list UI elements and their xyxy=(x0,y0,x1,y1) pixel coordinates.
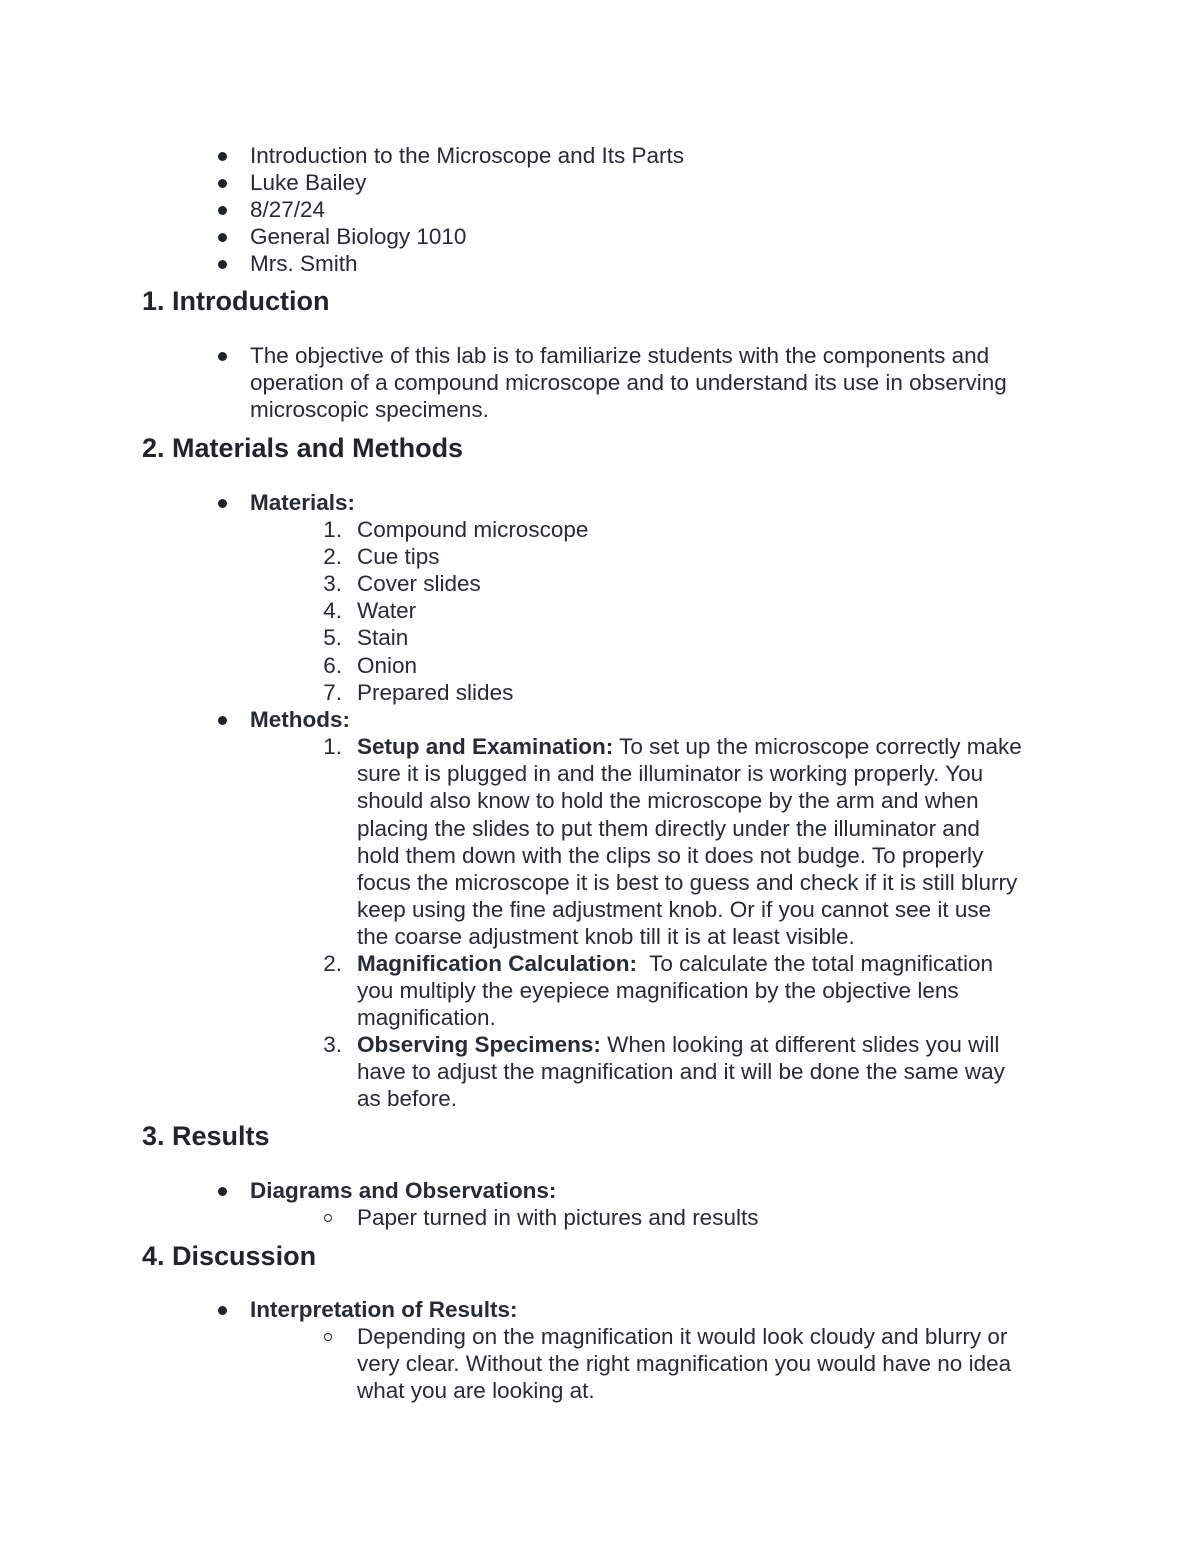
diagrams-label: Diagrams and Observations: xyxy=(250,1178,557,1203)
list-number: 1. xyxy=(323,734,342,759)
method-text: the coarse adjustment knob till it is at least visible. xyxy=(357,924,855,949)
bullet-icon xyxy=(218,352,227,361)
material-item: Compound microscope xyxy=(357,517,589,542)
method-text: as before. xyxy=(357,1086,458,1111)
method-text: hold them down with the clips so it does not budge. To properly xyxy=(357,843,984,868)
heading-results: 3. Results xyxy=(142,1121,270,1151)
method-line xyxy=(357,733,1022,760)
bullet-icon xyxy=(218,179,227,188)
method-title: Magnification Calculation: xyxy=(357,951,638,976)
method-text: you multiply the eyepiece magnification by the objective lens xyxy=(357,978,959,1003)
paragraph-line: operation of a compound microscope and to understand its use in observing xyxy=(250,370,1007,395)
method-text: When looking at different slides you will xyxy=(600,1032,1000,1057)
method-line xyxy=(357,1031,999,1058)
report-date: 8/27/24 xyxy=(250,197,326,222)
list-number: 2. xyxy=(323,951,342,976)
list-number: 1. xyxy=(323,517,342,542)
bullet-icon xyxy=(218,1187,227,1196)
bullet-icon xyxy=(218,1306,227,1315)
bullet-icon xyxy=(218,499,227,508)
report-title: Introduction to the Microscope and Its Parts xyxy=(250,143,684,168)
instructor-name: Mrs. Smith xyxy=(250,251,358,276)
course-name: General Biology 1010 xyxy=(250,224,467,249)
list-number: 2. xyxy=(323,544,342,569)
material-item: Prepared slides xyxy=(357,680,514,705)
method-text: should also know to hold the microscope by the arm and when xyxy=(357,788,979,813)
interpretation-label: Interpretation of Results: xyxy=(250,1297,518,1322)
method-line xyxy=(357,950,993,977)
method-text: magnification. xyxy=(357,1005,496,1030)
method-text: To calculate the total magnification xyxy=(637,951,994,976)
list-number: 3. xyxy=(323,571,342,596)
list-number: 4. xyxy=(323,598,342,623)
material-item: Cover slides xyxy=(357,571,481,596)
method-text: focus the microscope it is best to guess and check if it is still blurry xyxy=(357,870,1018,895)
material-item: Onion xyxy=(357,653,418,678)
material-item: Stain xyxy=(357,625,409,650)
hollow-bullet-icon xyxy=(324,1214,332,1222)
paragraph-line: microscopic specimens. xyxy=(250,397,489,422)
bullet-icon xyxy=(218,233,227,242)
material-item: Cue tips xyxy=(357,544,440,569)
list-number: 7. xyxy=(323,680,342,705)
author-name: Luke Bailey xyxy=(250,170,367,195)
list-number: 6. xyxy=(323,653,342,678)
results-item: Paper turned in with pictures and results xyxy=(357,1205,759,1230)
list-number: 5. xyxy=(323,625,342,650)
paragraph-line: what you are looking at. xyxy=(357,1378,595,1403)
method-title: Setup and Examination: xyxy=(357,734,614,759)
heading-materials-methods: 2. Materials and Methods xyxy=(142,433,464,463)
list-number: 3. xyxy=(323,1032,342,1057)
bullet-icon xyxy=(218,206,227,215)
methods-label: Methods: xyxy=(250,707,350,732)
paragraph-line: very clear. Without the right magnification you would have no idea xyxy=(357,1351,1012,1376)
materials-label: Materials: xyxy=(250,490,356,515)
paragraph-line: Depending on the magnification it would look cloudy and blurry or xyxy=(357,1324,1008,1349)
paragraph-line: The objective of this lab is to familiarize students with the components and xyxy=(250,343,990,368)
method-title: Observing Specimens: xyxy=(357,1032,601,1057)
bullet-icon xyxy=(218,260,227,269)
method-text: have to adjust the magnification and it will be done the same way xyxy=(357,1059,1005,1084)
bullet-icon xyxy=(218,716,227,725)
heading-introduction: 1. Introduction xyxy=(142,286,330,316)
method-text: keep using the fine adjustment knob. Or if you cannot see it use xyxy=(357,897,992,922)
heading-discussion: 4. Discussion xyxy=(142,1241,317,1271)
bullet-icon xyxy=(218,152,227,161)
hollow-bullet-icon xyxy=(324,1333,332,1341)
method-text: placing the slides to put them directly under the illuminator and xyxy=(357,816,980,841)
method-text: To set up the microscope correctly make xyxy=(613,734,1022,759)
method-text: sure it is plugged in and the illuminator is working properly. You xyxy=(357,761,984,786)
material-item: Water xyxy=(357,598,417,623)
